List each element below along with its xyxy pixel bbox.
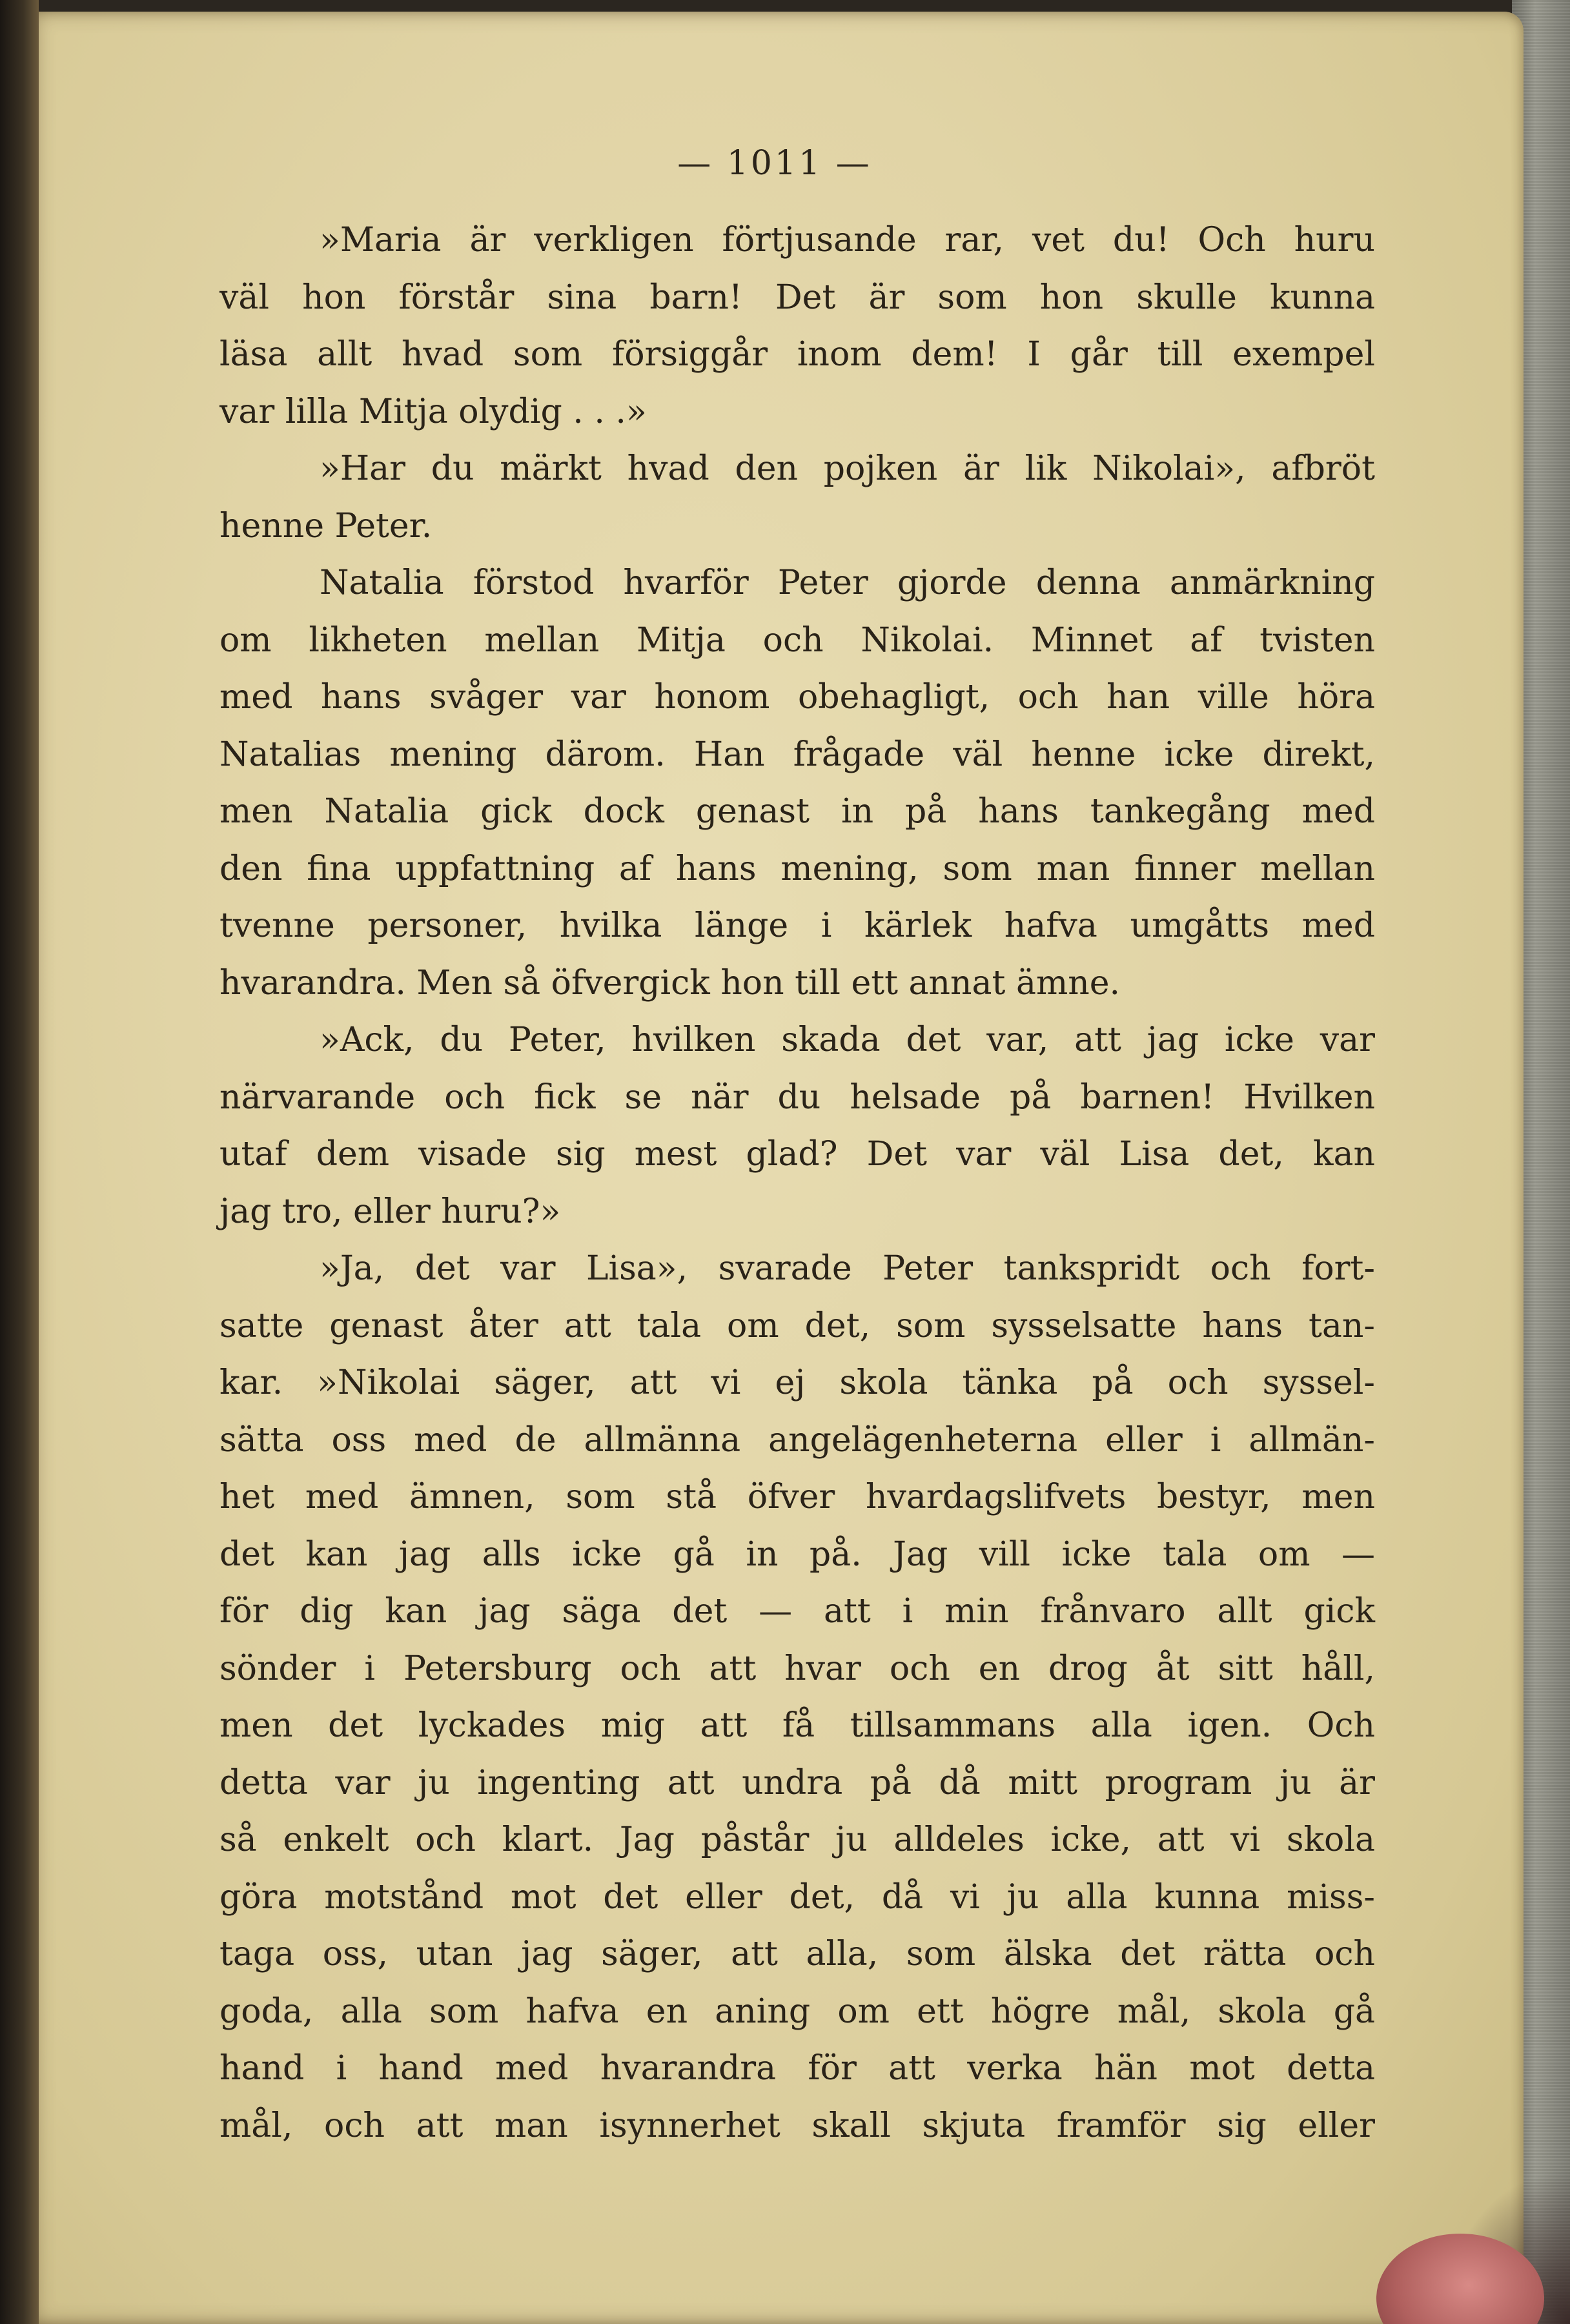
text-line: sätta oss med de allmänna angelägenheterna eller i allmän-	[219, 1420, 1375, 1460]
text-line: detta var ju ingenting att undra på då mitt program ju är	[219, 1763, 1375, 1802]
text-line: den fina uppfattning af hans mening, som man finner mellan	[219, 849, 1375, 888]
text-line: sönder i Petersburg och att hvar och en drog åt sitt håll,	[219, 1649, 1375, 1688]
text-line: om likheten mellan Mitja och Nikolai. Minnet af tvisten	[219, 620, 1375, 660]
text-line: Natalia förstod hvarför Peter gjorde denna anmärkning	[320, 564, 1375, 602]
text-line: »Har du märkt hvad den pojken är lik Nikolai», afbröt	[320, 449, 1375, 488]
page-number: — 1011 —	[677, 144, 872, 183]
text-line: »Ja, det var Lisa», svarade Peter tankspridt och fort-	[320, 1249, 1375, 1288]
text-line: väl hon förstår sina barn! Det är som hon skulle kunna	[219, 278, 1375, 317]
text-line: läsa allt hvad som försiggår inom dem! I går till exempel	[219, 335, 1375, 374]
text-line: kar. »Nikolai säger, att vi ej skola tänka på och syssel-	[219, 1363, 1375, 1402]
text-line: »Maria är verkligen förtjusande rar, vet du! Och huru	[320, 221, 1375, 260]
text-line: het med ämnen, som stå öfver hvardagslifvets bestyr, men	[219, 1478, 1375, 1516]
text-line: det kan jag alls icke gå in på. Jag vill icke tala om —	[219, 1534, 1375, 1574]
text-line: hvarandra. Men så öfvergick hon till ett annat ämne.	[219, 963, 1121, 1003]
text-line: utaf dem visade sig mest glad? Det var väl Lisa det, kan	[219, 1135, 1375, 1174]
text-line: taga oss, utan jag säger, att alla, som älska det rätta och	[219, 1935, 1375, 1973]
text-line: mål, och att man isynnerhet skall skjuta framför sig eller	[219, 2106, 1375, 2145]
text-line: men Natalia gick dock genast in på hans tankegång med	[219, 792, 1375, 831]
text-line: goda, alla som hafva en aning om ett högre mål, skola gå	[219, 1992, 1375, 2031]
text-line: med hans svåger var honom obehagligt, och han ville höra	[219, 678, 1375, 717]
text-line: henne Peter.	[219, 506, 433, 545]
text-line: men det lyckades mig att få tillsammans alla igen. Och	[219, 1706, 1375, 1745]
text-line: »Ack, du Peter, hvilken skada det var, att jag icke var	[320, 1021, 1375, 1059]
text-line: göra motstånd mot det eller det, då vi ju alla kunna miss-	[219, 1877, 1375, 1917]
text-line: var lilla Mitja olydig . . .»	[219, 392, 647, 431]
text-line: närvarande och fick se när du helsade på barnen! Hvilken	[219, 1077, 1375, 1117]
book-page	[26, 12, 1524, 2324]
body-text	[219, 212, 1375, 2154]
text-line: satte genast åter att tala om det, som sysselsatte hans tan-	[219, 1306, 1375, 1345]
text-line: för dig kan jag säga det — att i min frånvaro allt gick	[219, 1592, 1375, 1631]
text-line: Natalias mening därom. Han frågade väl henne icke direkt,	[219, 735, 1375, 774]
text-line: så enkelt och klart. Jag påstår ju alldeles icke, att vi skola	[219, 1820, 1375, 1859]
text-line: hand i hand med hvarandra för att verka hän mot detta	[219, 2049, 1375, 2088]
book-binding	[0, 0, 39, 2324]
text-line: jag tro, eller huru?»	[219, 1192, 561, 1231]
text-line: tvenne personer, hvilka länge i kärlek hafva umgåtts med	[219, 906, 1375, 945]
